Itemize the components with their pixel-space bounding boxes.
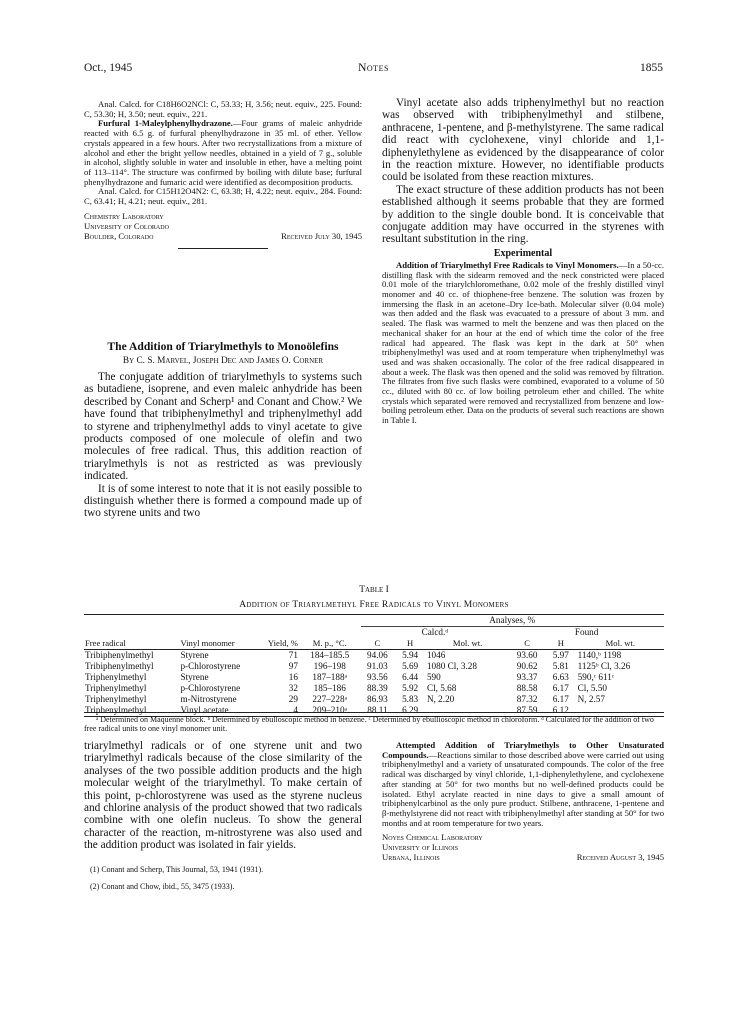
table-cell: Cl, 5.68 [426, 683, 457, 693]
table-cell: 91.03 [367, 661, 388, 671]
furfural-text: —Four grams of maleic anhydride reacted with 6.5 g. of furfural phenylhydrazone in 35 ml. of ether. Yellow crystals appeared in a few hours. After two recrystallizations from a mixture of alcohol and ether the bright yellow needles, obtained in a yield of 7 g., soluble in alcohol, slightly soluble in water and insoluble in ether, have a melting point of 113–114°. The structure was confirmed by boiling with dilute base; furfural phenylhydrazone and fumaric acid were identified as decomposition products. [84, 118, 362, 187]
article-start [84, 340, 362, 520]
article-title: The Addition of Triarylmethyls to Monoölefins [107, 340, 339, 353]
table-cell: 1080 Cl, 3.28 [426, 661, 477, 671]
table-footnote: ᵃ Determined on Maquenne block. ᵇ Determined by ebulloscopic method in benzene. ᶜ Determined by ebullioscopic method in chloroform. ᵈ Calculated for the addition of two free radical units to one vinyl monomer unit. [84, 712, 664, 733]
analysis-paragraph-1: Anal. Calcd. for C18H6O2NCl: C, 53.33; H, 3.56; neut. equiv., 225. Found: C, 53.30; H, 3.50; neut. equiv., 221. [84, 99, 362, 119]
body-paragraph-3: triarylmethyl radicals or of one styrene unit and two triarylmethyl radicals because of the close similarity of the analyses of the two possible addition products and the high molecular weight of the triarylmethyl. To make certain of this point, p-chlorostyrene was used as the styrene nucleus and chlorine analysis of the product showed that two radicals combine with one olefin nucleus. To show the general character of the reaction, m-nitrostyrene was also used and the addition product was isolated in fair yields. [84, 740, 362, 852]
header-vinyl-monomer: Vinyl monomer [180, 638, 235, 648]
body-paragraph-2: It is of some interest to note that it is not easily possible to distinguish whether there is formed a compound made up of two styrene units and two [84, 482, 362, 520]
table-cell: 187–188ᵃ [312, 672, 348, 682]
table-cell: 88.39 [367, 683, 388, 693]
table-cell: p-Chlorostyrene [180, 661, 241, 671]
experimental-paragraph [382, 261, 664, 426]
right-paragraph-2: The exact structure of these addition products has not been established although it seems probable that they are formed by addition to the single double bond. It is conceivable that conjugate addition may have occurred in the styrenes with resultant substitution in the ring. [382, 183, 664, 246]
table-cell: p-Chlorostyrene [180, 683, 241, 693]
table-row [84, 683, 664, 694]
table-cell: 1125ᵇ Cl, 3.26 [577, 661, 631, 671]
left-column-bottom [84, 740, 362, 891]
affiliation-2-row [382, 852, 664, 862]
table-row [84, 694, 664, 705]
table-cell: 1140,ᵇ 1198 [577, 650, 622, 660]
table-cell: 185–186 [313, 683, 346, 693]
affiliation-2-line-1: Noyes Chemical Laboratory [382, 832, 483, 843]
received-date: Received July 30, 1945 [281, 230, 362, 241]
header-calcd-h: H [407, 638, 414, 648]
attempted-title: Attempted Addition of Triarylmethyls to Other Unsaturated Compounds. [382, 740, 664, 760]
table-cell: Tribiphenylmethyl [85, 650, 154, 660]
found-header: Found [509, 627, 664, 639]
right-column-top [382, 97, 664, 426]
experimental-text: —In a 50-cc. distilling flask with the sidearm removed and the neck constricted were placed 0.01 mole of the triarylchloromethane, 0.02 mole of the freshly distilled vinyl monomer and 40 cc. of thiophene-free benzene. The solution was frozen by immersing the flask in an acetone–Dry Ice-bath. Molecular silver (0.04 mole) was then added and the flask was evacuated to a pressure of about 3 mm. and sealed. The flask was warmed to melt the benzene and was then placed on the mechanical shaker for an hour at the end of which time the color of the free radical had appeared. The flask was kept in the dark at 50° when tribiphenylmethyl was used and at room temperature when triphenylmethyl was used and was shaken occasionally. The color of the free radical disappeared in about a week. The flask was then opened and the solid was removed by filtration. The filtrates from five such flasks were combined, evaporated to a volume of 50 cc., diluted with 80 cc. of low boiling petroleum ether and chilled. The white crystals which separated were removed and recrystallized from benzene and low-boiling petroleum ether. Data on the products of several such reactions are shown in Table I. [382, 259, 664, 426]
received-date-2: Received August 3, 1945 [576, 852, 664, 863]
affiliation-2-line-3: Urbana, Illinois [382, 852, 440, 863]
data-table [84, 614, 664, 717]
table-cell: 6.17 [552, 683, 569, 693]
table-cell: 94.06 [367, 650, 388, 660]
analysis-paragraph-2: Anal. Calcd. for C15H12O4N2: C, 63.38; H, 4.22; neut. equiv., 284. Found: C, 63.41; H, 4.21; neut. equiv., 281. [84, 186, 362, 207]
table-cell: Tribiphenylmethyl [85, 661, 154, 671]
table-cell: Triphenylmethyl [85, 683, 147, 693]
divider [178, 248, 268, 249]
table-cell: 6.12 [552, 705, 569, 715]
header-section: Notes [358, 62, 389, 74]
table-cell: 5.97 [552, 650, 569, 660]
table-cell: N, 2.20 [426, 694, 455, 704]
table-cell: 87.32 [516, 694, 538, 704]
running-header [84, 62, 663, 78]
table-cell: 6.17 [552, 694, 569, 704]
table-cell: 196–198 [313, 661, 346, 671]
table-cell: 90.62 [516, 661, 538, 671]
analyses-header: Analyses, % [489, 615, 536, 625]
table-cell: 6.44 [402, 672, 419, 682]
affiliation-line-1: Chemistry Laboratory [84, 210, 164, 221]
table-row [84, 661, 664, 672]
table-cell: 227–228ᵃ [312, 694, 348, 704]
table-cell: 29 [288, 694, 298, 704]
header-found-mw: Mol. wt. [605, 638, 636, 648]
table-cell: 5.83 [402, 694, 419, 704]
experimental-title: Addition of Triarylmethyl Free Radicals to Vinyl Monomers. [396, 259, 619, 270]
header-found-h: H [557, 638, 564, 648]
table-cell: N, 2.57 [577, 694, 605, 704]
affiliation-line-2: University of Colorado [84, 220, 169, 231]
affiliation-line-3: Boulder, Colorado [84, 230, 154, 241]
table-cell: 5.92 [402, 683, 419, 693]
table-cell: 5.69 [402, 661, 419, 671]
right-paragraph-1: Vinyl acetate also adds triphenylmethyl but no reaction was observed with tribiphenylmethyl and stilbene, anthracene, 1-pentene, and β-methylstyrene. The same radical did react with cyclohexene, vinyl chloride and 1,1-diphenylethylene as evidenced by the disappearance of color in the reaction mixture. However, no identifiable products could be isolated from these reaction mixtures. [382, 97, 664, 184]
table-cell: 87.59 [516, 705, 538, 715]
table-cell: 88.11 [367, 705, 388, 715]
header-date: Oct., 1945 [84, 62, 133, 74]
furfural-title: Furfural 1-Maleylphenylhydrazone. [98, 118, 233, 129]
table-cell: 5.94 [402, 650, 419, 660]
table-cell: 86.93 [367, 694, 388, 704]
table-cell: m-Nitrostyrene [180, 694, 237, 704]
body-paragraph-1: The conjugate addition of triarylmethyls to systems such as butadiene, isoprene, and even maleic anhydride has been described by Conant and Scherp¹ and Conant and Chow.² We have found that tribiphenylmethyl and triphenylmethyl add to styrene and triphenylmethyl adds to vinyl acetate to give products composed of one molecule of olefin and two molecules of free radical. Thus, this addition reaction of triarylmethyls is not as restricted as was previously indicated. [84, 371, 362, 483]
table-cell: Vinyl acetate [180, 705, 229, 715]
table-cell: 88.58 [516, 683, 538, 693]
table-cell: 209–210ᵃ [312, 705, 348, 715]
header-found-c: C [524, 638, 530, 648]
table-cell: 71 [288, 650, 298, 660]
affiliation-row [84, 231, 362, 241]
experimental-heading: Experimental [493, 247, 553, 259]
header-yield: Yield, % [267, 638, 298, 648]
table-cell: Triphenylmethyl [85, 672, 147, 682]
table-cell: 6.29 [402, 705, 419, 715]
table-cell: 93.56 [367, 672, 388, 682]
table-caption: Addition of Triarylmethyl Free Radicals to Vinyl Monomers [239, 600, 509, 610]
table-label: Table I [359, 585, 389, 595]
attempted-paragraph [382, 741, 664, 828]
table-cell: Triphenylmethyl [85, 705, 147, 715]
table-cell: 590,ᶜ 611ᶜ [577, 672, 615, 682]
furfural-paragraph [84, 119, 362, 187]
table-cell: 1046 [426, 650, 446, 660]
table-cell: Styrene [180, 672, 209, 682]
affiliation-2-line-2: University of Illinois [382, 842, 459, 853]
table-cell: 93.60 [516, 650, 538, 660]
reference-2: (2) Conant and Chow, ibid., 55, 3475 (1933). [90, 881, 235, 891]
left-column-top [84, 100, 362, 249]
table-row [84, 650, 664, 662]
table-cell: Cl, 5.50 [577, 683, 608, 693]
table-cell: 32 [288, 683, 298, 693]
table-cell: 590 [426, 672, 441, 682]
right-column-bottom [382, 741, 664, 862]
header-free-radical: Free radical [85, 638, 126, 648]
table-cell: Styrene [180, 650, 209, 660]
table-cell: 4 [293, 705, 298, 715]
reference-1: (1) Conant and Scherp, This Journal, 53, 1941 (1931). [90, 864, 264, 874]
page-number: 1855 [640, 62, 663, 74]
table-cell: 5.81 [552, 661, 569, 671]
table-cell: 6.63 [552, 672, 569, 682]
table-row [84, 672, 664, 683]
header-mp: M. p., °C. [312, 638, 347, 648]
header-calcd-mw: Mol. wt. [452, 638, 483, 648]
table-cell: 184–185.5 [310, 650, 350, 660]
table-cell: 93.37 [516, 672, 538, 682]
table-cell: 16 [288, 672, 298, 682]
byline: By C. S. Marvel, Joseph Dec and James O. Corner [122, 356, 324, 366]
table-cell: Triphenylmethyl [85, 694, 147, 704]
table-cell: 97 [288, 661, 298, 671]
header-calcd-c: C [374, 638, 381, 648]
table-body [84, 650, 664, 717]
calcd-header: Calcd.ᵈ [361, 627, 510, 639]
attempted-text: —Reactions similar to those described above were carried out using tribiphenylmethyl and a variety of unsaturated compounds. The color of the free radical was discharged by vinyl chloride, 1,1-diphenylethylene, and cyclohexene after standing at 50° for two months but no well-defined products could be isolated. Ethyl acrylate reacted in nine days to give a small amount of tribiphenylcarbinol as the only pure product. Stilbene, anthracene, 1-pentene and β-methylstyrene did not react with tribiphenylmethyl after standing at 50° for two months and at room temperature for two years. [382, 749, 664, 828]
